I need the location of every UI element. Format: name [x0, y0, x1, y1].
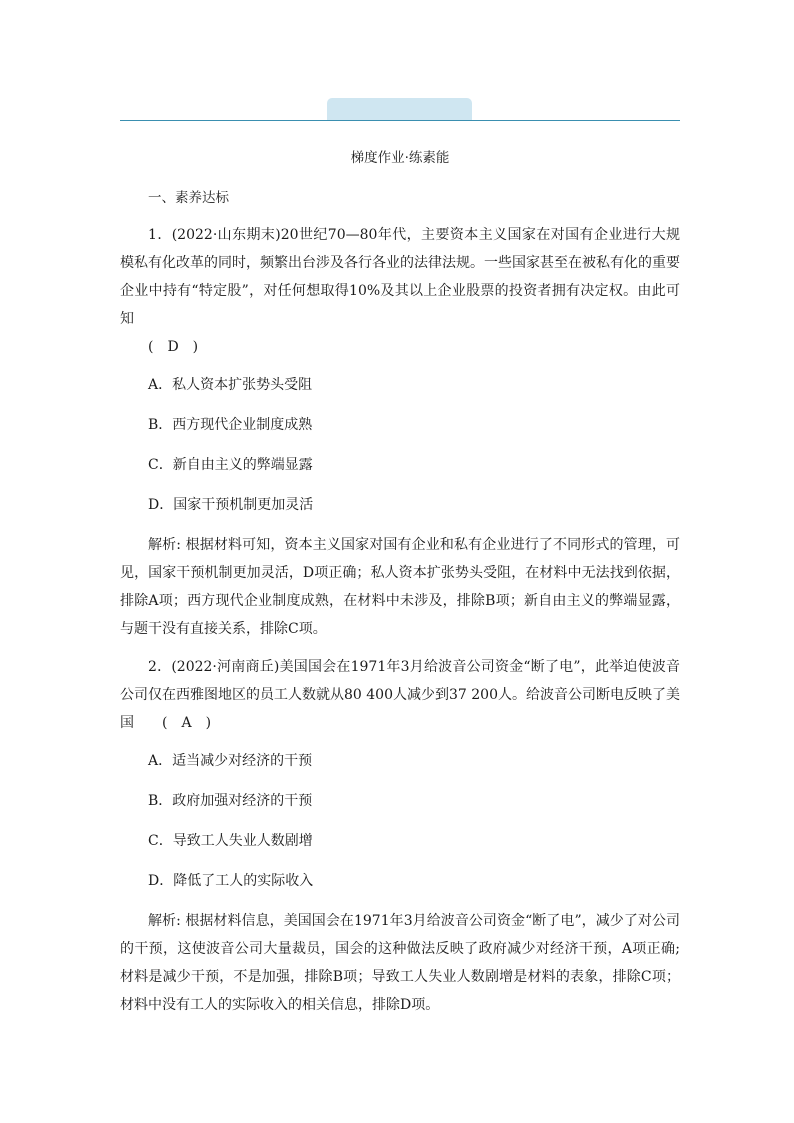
question-answer: ( A ) — [162, 715, 212, 731]
analysis-text: : 根据材料信息，美国国会在1971年3月给波音公司资金“断了电”，减少了对公司的干预，这使波音公司大量裁员，国会的这种做法反映了政府减少对经济干预，A项正确;材料是减少干预，不是加强，排除B项；导致工人失业人数剧增是材料的表象，排除C项；材料中没有工人的实际收入的相关信息，排除D项。 — [120, 913, 680, 1013]
page-title: 梯度作业·练素能 — [350, 150, 450, 166]
option-d: D．降低了工人的实际收入 — [148, 873, 314, 889]
option-a: A．私人资本扩张势头受阻 — [148, 377, 313, 393]
page-content — [120, 146, 680, 1029]
analysis-label: 解析 — [148, 537, 177, 553]
question-answer: ( D ) — [148, 339, 199, 355]
option-d: D．国家干预机制更加灵活 — [148, 497, 314, 513]
option-c: C．导致工人失业人数剧增 — [148, 833, 313, 849]
question-stem — [120, 221, 680, 361]
header-tab-decoration — [327, 98, 472, 120]
option-b: B．西方现代企业制度成熟 — [148, 417, 313, 433]
question-stem — [120, 653, 680, 737]
question-block — [120, 221, 680, 643]
question-block — [120, 653, 680, 1019]
question-text: 2．(2022·河南商丘)美国国会在1971年3月给波音公司资金“断了电”，此举迫使波音公司仅在西雅图地区的员工人数就从80 400人减少到37 200人。给波音公司断电反映了美国 — [120, 659, 680, 731]
analysis-label: 解析 — [148, 913, 177, 929]
header-rule — [120, 120, 680, 121]
analysis — [120, 907, 680, 1019]
analysis-text: : 根据材料可知，资本主义国家对国有企业和私有企业进行了不同形式的管理，可见，国家干预机制更加灵活，D项正确；私人资本扩张势头受阻，在材料中无法找到依据，排除A项；西方现代企业制度成熟，在材料中未涉及，排除B项；新自由主义的弊端显露，与题干没有直接关系，排除C项。 — [120, 537, 680, 637]
question-text: 1．(2022·山东期末)20世纪70—80年代，主要资本主义国家在对国有企业进行大规模私有化改革的同时，频繁出台涉及各行各业的法律法规。一些国家甚至在被私有化的重要企业中持有“特定股”，对任何想取得10%及其以上企业股票的投资者拥有决定权。由此可知 — [120, 227, 680, 327]
section-heading: 一、素养达标 — [148, 190, 229, 206]
option-c: C．新自由主义的弊端显露 — [148, 457, 313, 473]
analysis — [120, 531, 680, 643]
option-b: B．政府加强对经济的干预 — [148, 793, 313, 809]
option-a: A．适当减少对经济的干预 — [148, 753, 313, 769]
